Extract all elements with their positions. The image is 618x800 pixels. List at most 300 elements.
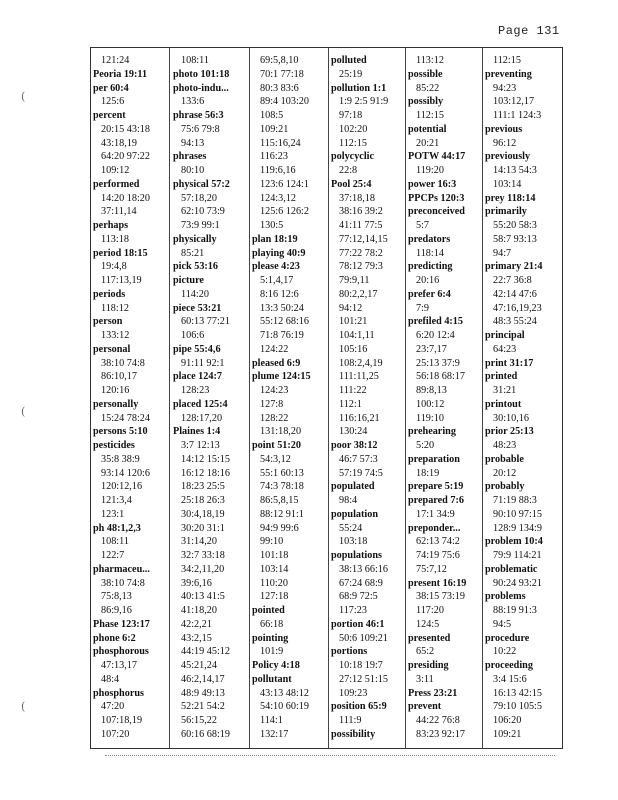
index-reference: 25:18 26:3 [181,495,225,506]
index-reference: 133:6 [181,96,205,108]
index-reference: 91:11 92:1 [181,357,225,369]
index-reference: 117:20 [416,605,444,616]
column-divider [328,48,329,748]
index-reference: 47:20 [101,701,125,713]
index-reference: 37:18,18 [339,192,375,204]
index-term: phosphorous [93,646,149,658]
index-reference: 111:9 [339,715,362,726]
index-reference: 14:13 54:3 [493,165,537,176]
index-reference: 50:6 109:21 [339,632,388,644]
index-reference: 38:10 74:8 [101,357,145,369]
index-reference: 1:9 2:5 91:9 [339,96,389,108]
index-reference: 128:9 134:9 [493,522,542,534]
index-term: prepare 5:19 [408,481,464,493]
index-term: problematic [485,563,538,575]
index-column-6 [485,54,561,742]
index-reference: 58:7 93:13 [493,233,537,245]
index-term: prepared 7:6 [408,495,464,506]
index-reference: 96:12 [493,137,517,149]
index-term: probably [485,481,525,493]
index-column-3 [252,54,328,742]
index-reference: 31:14,20 [181,536,217,548]
index-term: Phase 123:17 [93,618,150,630]
index-term: please 4:23 [252,261,300,273]
index-reference: 83:23 92:17 [416,728,465,740]
index-term: pollution 1:1 [331,82,387,94]
index-term: population [331,508,378,520]
index-term: phrases [173,151,207,163]
index-reference: 46:2,14,17 [181,673,225,685]
index-reference: 20:12 [493,467,517,479]
index-reference: 113:18 [101,233,129,245]
index-term: plume 124:15 [252,371,311,383]
index-reference: 57:19 74:5 [339,467,383,479]
index-reference: 128:23 [181,385,210,396]
column-divider [405,48,406,748]
index-term: prefer 6:4 [408,288,451,300]
index-reference: 118:12 [101,302,129,314]
column-divider [482,48,483,748]
index-reference: 116:23 [260,151,288,163]
index-term: principal [485,330,525,341]
index-reference: 100:12 [416,398,445,410]
column-divider [249,48,250,748]
index-reference: 108:11 [181,55,209,66]
index-reference: 45:21,24 [181,660,217,671]
index-term: per 60:4 [93,82,129,94]
index-term: personal [93,343,131,355]
index-reference: 109:23 [339,687,368,699]
index-reference: 6:20 12:4 [416,330,455,341]
index-reference: 79:9,11 [339,275,370,286]
index-term: piece 53:21 [173,302,222,314]
index-reference: 117:13,19 [101,275,142,286]
index-reference: 27:12 51:15 [339,673,388,685]
index-term: problems [485,591,526,603]
index-reference: 98:4 [339,495,358,506]
index-reference: 119:10 [416,412,444,424]
index-reference: 131:18,20 [260,426,302,438]
index-term: portion 46:1 [331,618,385,630]
index-reference: 46:7 57:3 [339,453,378,465]
index-reference: 71:19 88:3 [493,495,537,506]
index-reference: 57:18,20 [181,192,217,204]
index-reference: 66:18 [260,618,284,630]
index-term: possibly [408,96,444,108]
index-term: Policy 4:18 [252,660,300,671]
index-reference: 54:3,12 [260,453,291,465]
index-reference: 107:18,19 [101,715,143,726]
index-reference: 20:15 43:18 [101,123,150,135]
index-term: prevent [408,701,442,713]
index-reference: 43:2,15 [181,632,212,644]
index-reference: 116:16,21 [339,412,380,424]
index-reference: 80:2,2,17 [339,288,378,300]
index-reference: 47:13,17 [101,660,137,671]
index-reference: 109:12 [101,165,130,176]
index-reference: 94:7 [493,247,512,259]
index-reference: 109:21 [493,728,522,740]
index-reference: 55:20 58:3 [493,220,537,231]
index-term: place 124:7 [173,371,222,383]
index-column-5 [408,54,482,742]
index-reference: 94:23 [493,82,517,94]
column-divider [169,48,170,748]
index-term: photo-indu... [173,82,229,94]
index-term: possibility [331,728,376,740]
index-reference: 44:19 45:12 [181,646,230,658]
index-reference: 97:18 [339,110,363,121]
index-term: primary 21:4 [485,261,543,273]
index-term: preventing [485,68,532,80]
index-reference: 30:4,18,19 [181,508,225,520]
index-term: probable [485,453,524,465]
index-reference: 31:21 [493,385,517,396]
index-reference: 48:23 [493,440,517,451]
index-reference: 104:1,11 [339,330,375,341]
index-reference: 42:14 47:6 [493,288,537,300]
index-term: printout [485,398,522,410]
index-reference: 38:13 66:16 [339,563,388,575]
index-reference: 10:18 19:7 [339,660,383,671]
index-reference: 38:10 74:8 [101,577,145,589]
binder-hole-mark: ( [21,90,26,103]
index-term: period 18:15 [93,247,148,259]
index-reference: 89:4 103:20 [260,96,309,108]
index-term: preconceived [408,206,465,218]
index-reference: 22:7 36:8 [493,275,532,286]
index-reference: 60:13 77:21 [181,316,230,328]
index-reference: 20:21 [416,137,440,149]
index-reference: 103:12,17 [493,96,535,108]
index-reference: 114:1 [260,715,283,726]
index-reference: 38:16 39:2 [339,206,383,218]
index-reference: 94:5 [493,618,512,630]
index-reference: 10:22 [493,646,517,658]
index-reference: 70:1 77:18 [260,68,304,80]
index-term: Plaines 1:4 [173,426,221,438]
index-term: pointed [252,605,285,616]
index-term: prior 25:13 [485,426,534,438]
index-reference: 75:6 79:8 [181,123,220,135]
index-reference: 65:2 [416,646,435,658]
index-term: physical 57:2 [173,178,230,190]
index-reference: 80:3 83:6 [260,82,299,94]
binder-hole-mark: ( [21,405,26,418]
binder-hole-mark: ( [21,700,26,713]
index-reference: 124:22 [260,343,289,355]
index-term: print 31:17 [485,357,534,369]
index-reference: 119:20 [416,165,444,176]
index-reference: 25:13 37:9 [416,357,460,369]
index-term: person [93,316,123,328]
page-number: Page 131 [498,24,560,38]
index-reference: 38:15 73:19 [416,591,465,603]
index-reference: 90:24 93:21 [493,577,542,589]
index-reference: 48:4 [101,673,120,685]
index-reference: 43:18,19 [101,137,137,149]
index-term: polluted [331,55,367,66]
index-term: photo 101:18 [173,68,230,80]
index-reference: 124:23 [260,385,289,396]
index-reference: 79:9 114:21 [493,550,542,561]
index-reference: 112:15 [493,55,521,66]
index-term: printed [485,371,518,383]
index-term: phrase 56:3 [173,110,224,121]
index-reference: 56:18 68:17 [416,371,465,383]
index-reference: 62:10 73:9 [181,206,225,218]
index-term: preponder... [408,522,461,534]
index-term: personally [93,398,139,410]
index-term: poor 38:12 [331,440,378,451]
index-reference: 55:12 68:16 [260,316,309,328]
index-term: POTW 44:17 [408,151,466,163]
index-reference: 30:10,16 [493,412,529,424]
index-reference: 125:6 126:2 [260,206,309,218]
index-reference: 88:19 91:3 [493,605,537,616]
index-term: Press 23:21 [408,687,458,699]
index-reference: 18:23 25:5 [181,481,225,493]
index-reference: 110:20 [260,577,288,589]
index-term: proceeding [485,660,533,671]
index-reference: 113:12 [416,55,444,66]
index-reference: 133:12 [101,330,130,341]
index-term: position 65:9 [331,701,387,713]
index-reference: 128:17,20 [181,412,223,424]
index-term: periods [93,288,126,300]
index-reference: 40:13 41:5 [181,591,225,603]
index-reference: 122:7 [101,550,125,561]
index-term: predicting [408,261,453,273]
index-term: polycyclic [331,151,375,163]
index-term: prehearing [408,426,456,438]
index-reference: 5:20 [416,440,435,451]
index-term: problem 10:4 [485,536,543,548]
index-term: previous [485,123,523,135]
index-term: predators [408,233,451,245]
index-reference: 75:8,13 [101,591,132,603]
index-reference: 71:8 76:19 [260,330,304,341]
index-reference: 124:3,12 [260,192,296,204]
index-reference: 39:6,16 [181,577,212,589]
index-reference: 37:11,14 [101,206,137,218]
index-reference: 94:9 99:6 [260,522,299,534]
index-reference: 111:11,25 [339,371,379,383]
footer-rule [105,755,555,756]
index-reference: 7:9 [416,302,430,314]
index-reference: 102:20 [339,123,368,135]
index-reference: 74:19 75:6 [416,550,460,561]
index-reference: 55:1 60:13 [260,467,304,479]
index-table [90,47,563,749]
index-term: portions [331,646,368,658]
index-reference: 125:6 [101,96,125,108]
index-term: pipe 55:4,6 [173,343,221,355]
index-reference: 56:15,22 [181,715,217,726]
index-reference: 108:11 [101,536,129,548]
index-reference: 15:24 78:24 [101,412,150,424]
index-reference: 79:10 105:5 [493,701,542,713]
index-term: physically [173,233,217,245]
index-reference: 124:5 [416,618,440,630]
index-reference: 112:1 [339,398,362,410]
index-term: playing 40:9 [252,247,306,259]
index-reference: 119:6,16 [260,165,296,176]
index-term: PPCPs 120:3 [408,192,465,204]
index-reference: 22:8 [339,165,358,176]
index-term: phosphorus [93,687,144,699]
index-reference: 85:21 [181,247,205,259]
index-reference: 14:20 18:20 [101,192,150,204]
index-reference: 101:9 [260,646,284,658]
index-reference: 3:11 [416,673,434,685]
index-reference: 109:21 [260,123,289,135]
index-term: potential [408,123,447,135]
index-reference: 111:22 [339,385,367,396]
index-reference: 107:20 [101,728,130,740]
index-term: percent [93,110,126,121]
index-reference: 18:19 [416,467,440,479]
index-reference: 73:9 99:1 [181,220,220,231]
index-reference: 103:18 [339,536,368,548]
index-reference: 80:10 [181,165,205,176]
index-reference: 90:10 97:15 [493,508,542,520]
index-reference: 106:20 [493,715,522,726]
index-term: pesticides [93,440,135,451]
index-reference: 112:15 [339,137,367,149]
index-reference: 99:10 [260,536,284,548]
index-reference: 114:20 [181,288,209,300]
index-reference: 93:14 120:6 [101,467,150,479]
index-reference: 118:14 [416,247,444,259]
index-reference: 85:22 [416,82,440,94]
index-term: prefiled 4:15 [408,316,463,328]
index-term: preparation [408,453,460,465]
index-reference: 132:17 [260,728,289,740]
index-reference: 128:22 [260,412,289,424]
index-term: ph 48:1,2,3 [93,522,141,534]
index-reference: 16:12 18:16 [181,467,230,479]
index-reference: 112:15 [416,110,444,121]
index-term: perhaps [93,220,129,231]
index-reference: 48:3 55:24 [493,316,537,328]
index-reference: 120:16 [101,385,130,396]
index-reference: 94:12 [339,302,363,314]
index-reference: 48:9 49:13 [181,687,225,699]
index-reference: 108:5 [260,110,284,121]
index-term: Pool 25:4 [331,178,372,190]
index-reference: 111:1 124:3 [493,110,542,121]
index-term: plan 18:19 [252,233,298,245]
index-term: pollutant [252,673,292,685]
index-reference: 44:22 76:8 [416,715,460,726]
index-reference: 89:8,13 [416,385,447,396]
index-reference: 19:4,8 [101,261,127,273]
index-reference: 52:21 54:2 [181,701,225,713]
index-term: phone 6:2 [93,632,136,644]
index-reference: 13:3 50:24 [260,302,304,314]
index-term: presented [408,632,451,644]
index-reference: 106:6 [181,330,205,341]
index-reference: 67:24 68:9 [339,577,383,589]
index-reference: 121:3,4 [101,495,132,506]
index-reference: 120:12,16 [101,481,143,493]
index-reference: 86:9,16 [101,605,132,616]
index-reference: 103:14 [493,178,522,190]
index-reference: 35:8 38:9 [101,453,140,465]
index-reference: 94:13 [181,137,205,149]
index-term: presiding [408,660,449,671]
index-column-1 [93,54,169,742]
index-reference: 17:1 34:9 [416,508,455,520]
index-reference: 68:9 72:5 [339,591,378,603]
index-reference: 88:12 91:1 [260,508,304,520]
index-reference: 105:16 [339,343,368,355]
index-reference: 20:16 [416,275,440,286]
index-reference: 55:24 [339,522,363,534]
index-reference: 41:11 77:5 [339,220,383,231]
index-reference: 23:7,17 [416,343,447,355]
index-term: persons 5:10 [93,426,148,438]
index-term: primarily [485,206,527,218]
index-reference: 77:22 78:2 [339,247,383,259]
index-reference: 5:7 [416,220,430,231]
index-reference: 54:10 60:19 [260,701,309,713]
index-term: pleased 6:9 [252,357,301,369]
index-reference: 3:7 12:13 [181,440,220,451]
index-term: prey 118:14 [485,192,536,204]
index-reference: 42:2,21 [181,618,212,630]
index-reference: 127:18 [260,591,289,603]
index-reference: 130:5 [260,220,284,231]
index-reference: 25:19 [339,68,363,80]
index-term: point 51:20 [252,440,301,451]
index-reference: 3:4 15:6 [493,673,527,685]
index-reference: 47:16,19,23 [493,302,542,314]
index-reference: 121:24 [101,55,130,66]
index-reference: 8:16 12:6 [260,288,299,300]
index-reference: 117:23 [339,605,367,616]
index-reference: 14:12 15:15 [181,453,230,465]
index-reference: 101:21 [339,316,368,328]
index-reference: 43:13 48:12 [260,687,309,699]
index-reference: 64:20 97:22 [101,151,150,163]
index-reference: 62:13 74:2 [416,536,460,548]
index-term: placed 125:4 [173,398,228,410]
index-reference: 130:24 [339,426,368,438]
index-reference: 16:13 42:15 [493,687,542,699]
index-term: populated [331,481,375,493]
index-reference: 127:8 [260,398,284,410]
index-reference: 86:5,8,15 [260,495,299,506]
index-reference: 78:12 79:3 [339,261,383,273]
index-reference: 77:12,14,15 [339,233,388,245]
index-term: present 16:19 [408,577,467,589]
index-term: procedure [485,632,530,644]
index-term: performed [93,178,140,190]
index-term: previously [485,151,531,163]
index-reference: 5:1,4,17 [260,275,294,286]
index-column-2 [173,54,249,742]
index-reference: 64:23 [493,343,517,355]
index-term: power 16:3 [408,178,457,190]
index-reference: 123:6 124:1 [260,178,309,190]
index-reference: 123:1 [101,508,125,520]
index-term: pick 53:16 [173,261,218,273]
index-reference: 74:3 78:18 [260,481,304,493]
index-term: pharmaceu... [93,563,150,575]
index-reference: 60:16 68:19 [181,728,230,740]
